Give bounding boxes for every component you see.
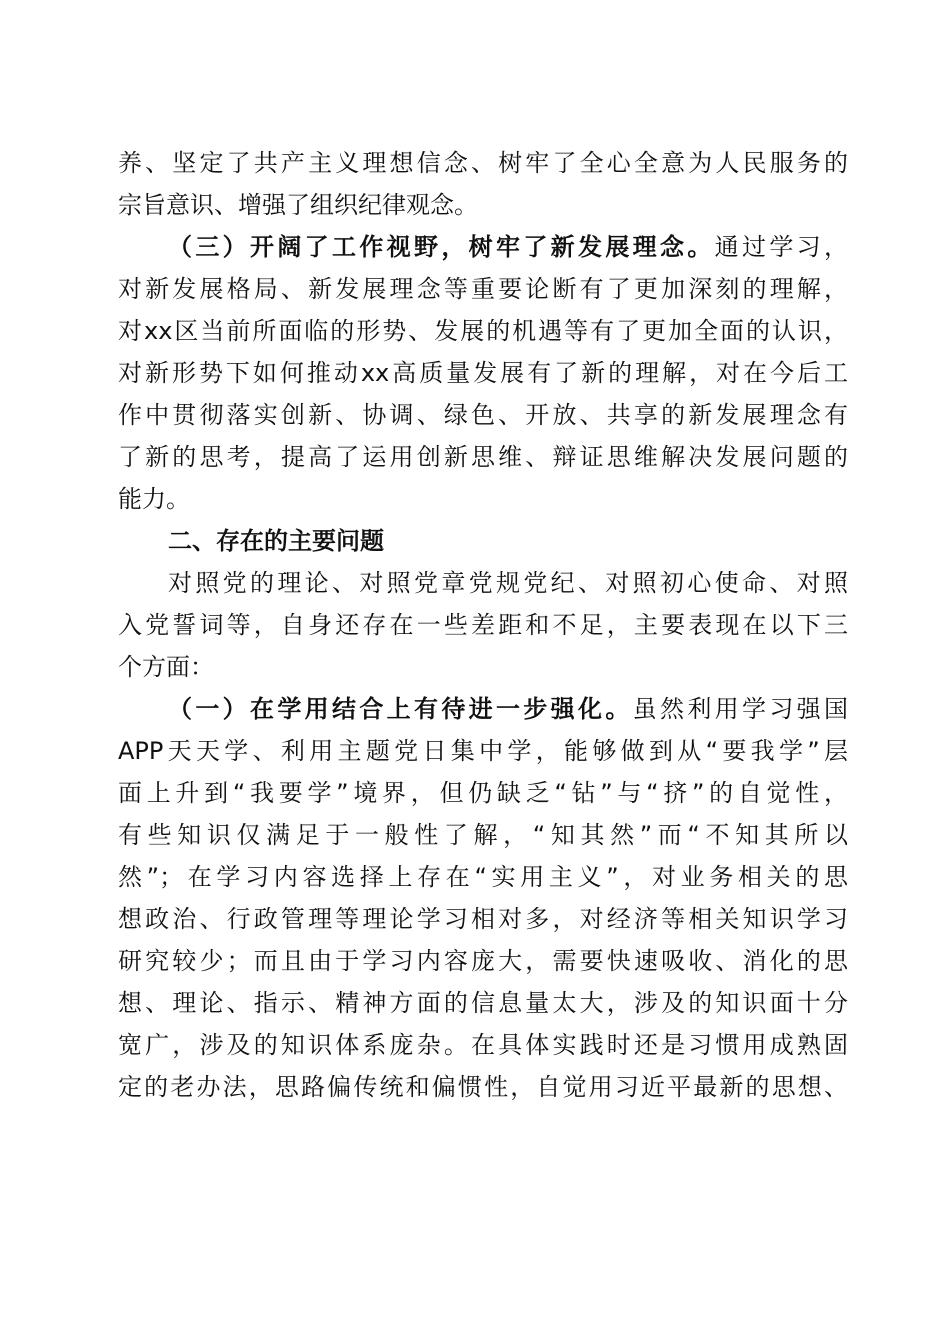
text-line: 入党誓词等，自身还存在一些差距和不足，主要表现在以下三 <box>118 611 848 639</box>
text-line <box>118 226 848 268</box>
text-line: 了新的思考，提高了运用创新思维、辩证思维解决发展问题的 <box>118 443 848 471</box>
text-line: 研究较少；而且由于学习内容庞大，需要快速吸收、消化的思 <box>118 947 848 975</box>
document-body <box>118 142 848 1108</box>
sub-heading-one: （一）在学用结合上有待进一步强化。 <box>168 695 633 723</box>
text-line: 宽广，涉及的知识体系庞杂。在具体实践时还是习惯用成熟固 <box>118 1031 848 1059</box>
paragraph-continuation <box>118 142 848 226</box>
text-line <box>118 688 848 730</box>
text-line: 想、理论、指示、精神方面的信息量太大，涉及的知识面十分 <box>118 989 848 1017</box>
section-heading-two: 二、存在的主要问题 <box>168 527 384 555</box>
text-line: 作中贯彻落实创新、协调、绿色、开放、共享的新发展理念有 <box>118 401 848 429</box>
text-line: 对新形势下如何推动xx高质量发展有了新的理解，对在今后工 <box>118 359 848 387</box>
text-line: 宗旨意识、增强了组织纪律观念。 <box>118 191 478 219</box>
text-line: 定的老办法，思路偏传统和偏惯性，自觉用习近平最新的思想、 <box>118 1073 848 1101</box>
text-line: 想政治、行政管理等理论学习相对多，对经济等相关知识学习 <box>118 905 848 933</box>
text-line: 然”；在学习内容选择上存在“实用主义”，对业务相关的思 <box>118 863 848 891</box>
paragraph-section-one <box>118 688 848 1108</box>
sub-heading-three: （三）开阔了工作视野，树牢了新发展理念。 <box>168 233 715 261</box>
paragraph-section-three <box>118 226 848 520</box>
text-run: 虽然利用学习强国 <box>632 695 849 723</box>
text-line: 有些知识仅满足于一般性了解，“知其然”而“不知其所以 <box>118 821 848 849</box>
text-line: 个方面： <box>118 653 214 681</box>
text-run: 通过学习， <box>714 233 849 261</box>
text-line: 对照党的理论、对照党章党规党纪、对照初心使命、对照 <box>168 569 848 597</box>
text-line: 养、坚定了共产主义理想信念、树牢了全心全意为人民服务的 <box>118 149 848 177</box>
text-line: 对新发展格局、新发展理念等重要论断有了更加深刻的理解， <box>118 275 848 303</box>
text-line: 对xx区当前所面临的形势、发展的机遇等有了更加全面的认识， <box>118 317 848 345</box>
text-line: 能力。 <box>118 485 190 513</box>
text-line: 面上升到“我要学”境界，但仍缺乏“钻”与“挤”的自觉性， <box>118 779 848 807</box>
paragraph-intro <box>118 562 848 688</box>
text-line: APP天天学、利用主题党日集中学，能够做到从“要我学”层 <box>118 737 848 765</box>
